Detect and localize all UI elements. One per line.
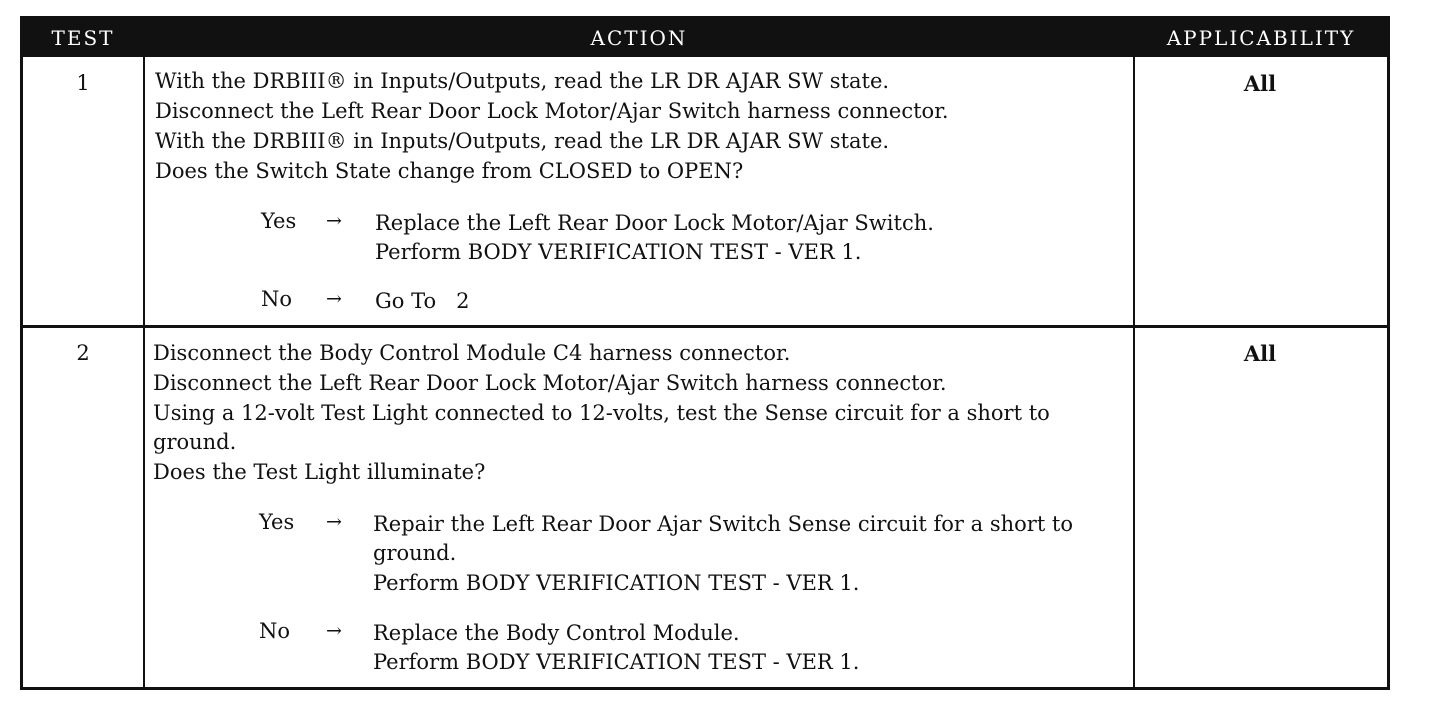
arrow-icon: → [326,620,342,642]
diagnostic-table [20,16,1390,690]
action-step: ground. [153,430,237,454]
yes-result: Repair the Left Rear Door Ajar Switch Sense circuit for a short to [373,512,1074,536]
table-header [23,19,1387,57]
header-action: ACTION [590,26,688,50]
arrow-icon: → [326,288,342,310]
header-test: TEST [51,26,115,50]
test-number: 2 [76,341,90,365]
yes-result: ground. [373,541,457,565]
action-step: Does the Test Light illuminate? [153,460,486,484]
no-result: Perform BODY VERIFICATION TEST - VER 1. [373,650,860,674]
arrow-icon: → [326,511,342,533]
no-label: No [261,287,293,311]
yes-result: Replace the Left Rear Door Lock Motor/Ajar Switch. [375,211,934,235]
action-step: Disconnect the Left Rear Door Lock Motor/Ajar Switch harness connector. [155,99,949,123]
no-label: No [259,619,291,643]
applicability-value: All [1243,341,1277,366]
yes-result: Perform BODY VERIFICATION TEST - VER 1. [373,571,860,595]
arrow-icon: → [326,210,342,232]
action-step: With the DRBIII® in Inputs/Outputs, read the LR DR AJAR SW state. [155,69,890,93]
no-result: Go To 2 [375,289,470,313]
header-applicability: APPLICABILITY [1166,26,1356,50]
test-number: 1 [76,71,90,95]
column-divider [1133,57,1135,687]
action-step: With the DRBIII® in Inputs/Outputs, read the LR DR AJAR SW state. [155,129,890,153]
no-result: Replace the Body Control Module. [373,621,740,645]
column-divider [143,57,145,687]
yes-result: Perform BODY VERIFICATION TEST - VER 1. [375,240,862,264]
action-step: Disconnect the Left Rear Door Lock Motor/Ajar Switch harness connector. [153,371,947,395]
yes-label: Yes [261,209,297,233]
action-step: Does the Switch State change from CLOSED to OPEN? [155,159,744,183]
action-step: Disconnect the Body Control Module C4 harness connector. [153,341,791,365]
action-step: Using a 12-volt Test Light connected to 12-volts, test the Sense circuit for a short to [153,401,1050,425]
yes-label: Yes [259,510,295,534]
row-divider [23,325,1387,328]
applicability-value: All [1243,71,1277,96]
